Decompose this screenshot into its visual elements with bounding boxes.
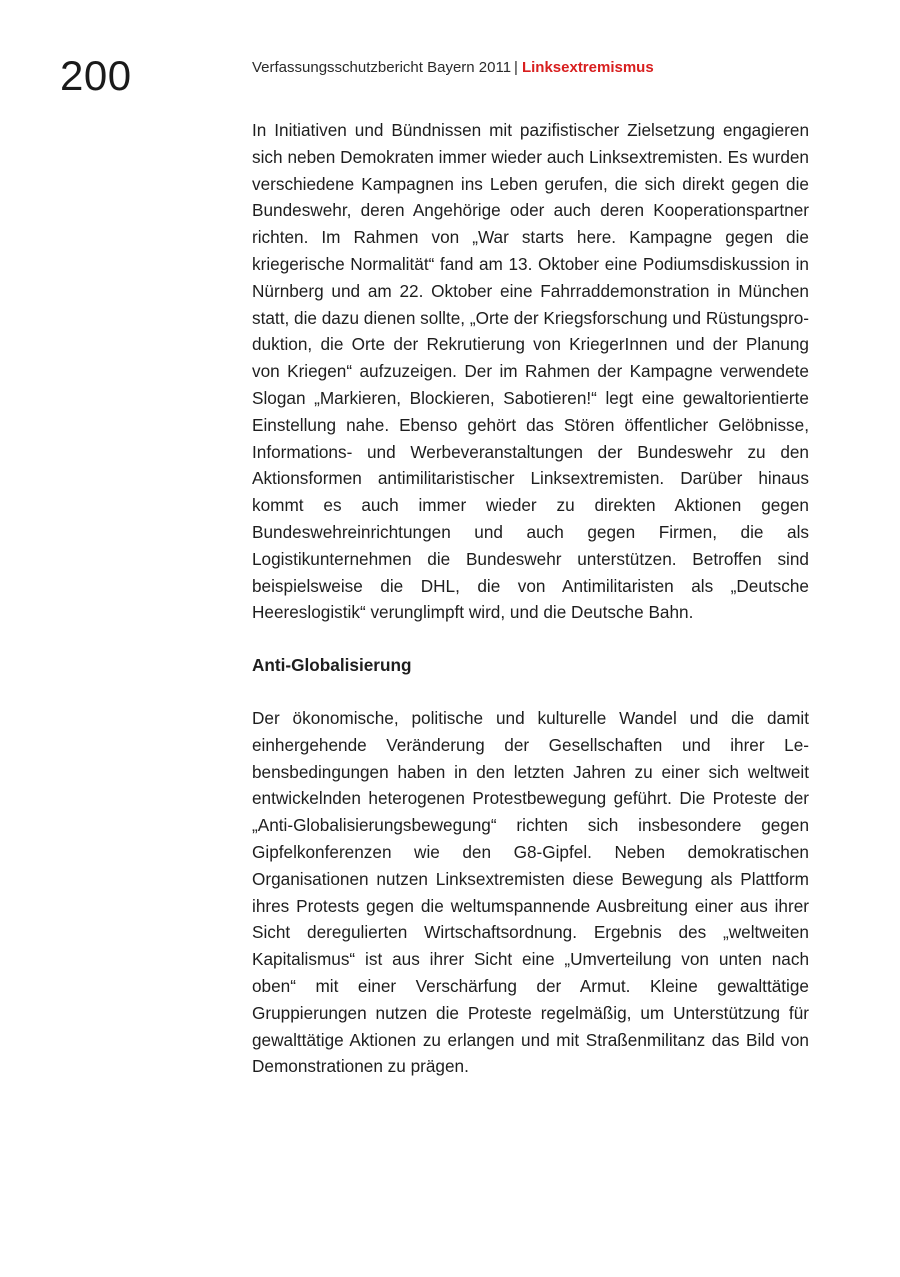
body-paragraph: In Initiativen und Bündnissen mit pazifistischer Zielsetzung engagieren sich neben Demokraten immer wieder auch Linksextremisten. Es wurden verschiedene Kampagnen ins Leben gerufen, die sich direkt gegen die Bundeswehr, deren Angehörige oder auch deren Kooperationspartner richten. Im Rahmen von „War starts here. Kampagne gegen die kriegerische Normalität“ fand am 13. Oktober eine Podiumsdiskussion in Nürnberg und am 22. Oktober eine Fahrraddemonstration in München statt, die dazu dienen sollte, „Orte der Kriegsforschung und Rüstungsproduktion, die Orte der Rekrutierung von KriegerInnen und der Planung von Kriegen“ aufzuzeigen. Der im Rahmen der Kampagne verwendete Slogan „Markieren, Blockieren, Sabotieren!“ legt eine gewaltorientierte Einstellung nahe. Ebenso gehört das Stören öffentlicher Gelöbnisse, Informations- und Werbeveranstaltungen der Bundeswehr zu den Aktionsformen antimilitaristischer Linksextremisten. Darüber hinaus kommt es auch immer wieder zu direkten Aktionen gegen Bundeswehreinrichtungen und auch gegen Firmen, die als Logistikunternehmen die Bundeswehr unterstützen. Betroffen sind beispielsweise die DHL, die von Antimilitaristen als „Deutsche Heereslogistik“ verunglimpft wird, und die Deutsche Bahn.: [252, 120, 810, 623]
section-heading: Anti-Globalisierung: [252, 655, 412, 676]
body-paragraph: Der ökonomische, politische und kulturelle Wandel und die damit einhergehende Veränderung der Gesellschaften und ihrer Lebensbedingungen haben in den letzten Jahren zu einer sich weltweit entwickelnden heterogenen Protestbewegung geführt. Die Proteste der „Anti-Globalisierungsbewegung“ richten sich insbesondere gegen Gipfelkonferenzen wie den G8-Gipfel. Neben demokratischen Organisationen nutzen Linksextremisten diese Bewegung als Plattform ihres Protests gegen die weltumspannende Ausbreitung einer aus ihrer Sicht deregulierten Wirtschaftsordnung. Ergebnis des „weltweiten Kapitalismus“ ist aus ihrer Sicht eine „Umverteilung von unten nach oben“ mit einer Verschärfung der Armut. Kleine gewalttätige Gruppierungen nutzen die Proteste regelmäßig, um Unterstützung für gewalttätige Aktionen zu erlangen und mit Straßenmilitanz das Bild von Demonstrationen zu prägen.: [252, 707, 809, 1077]
section-title: Linksextremismus: [521, 59, 654, 76]
main-content: [252, 117, 809, 1080]
page-number: 200: [60, 52, 132, 99]
running-header: [252, 58, 654, 78]
publication-title: Verfassungsschutzbericht Bayern 2011: [252, 59, 512, 76]
header-separator: |: [514, 59, 518, 76]
